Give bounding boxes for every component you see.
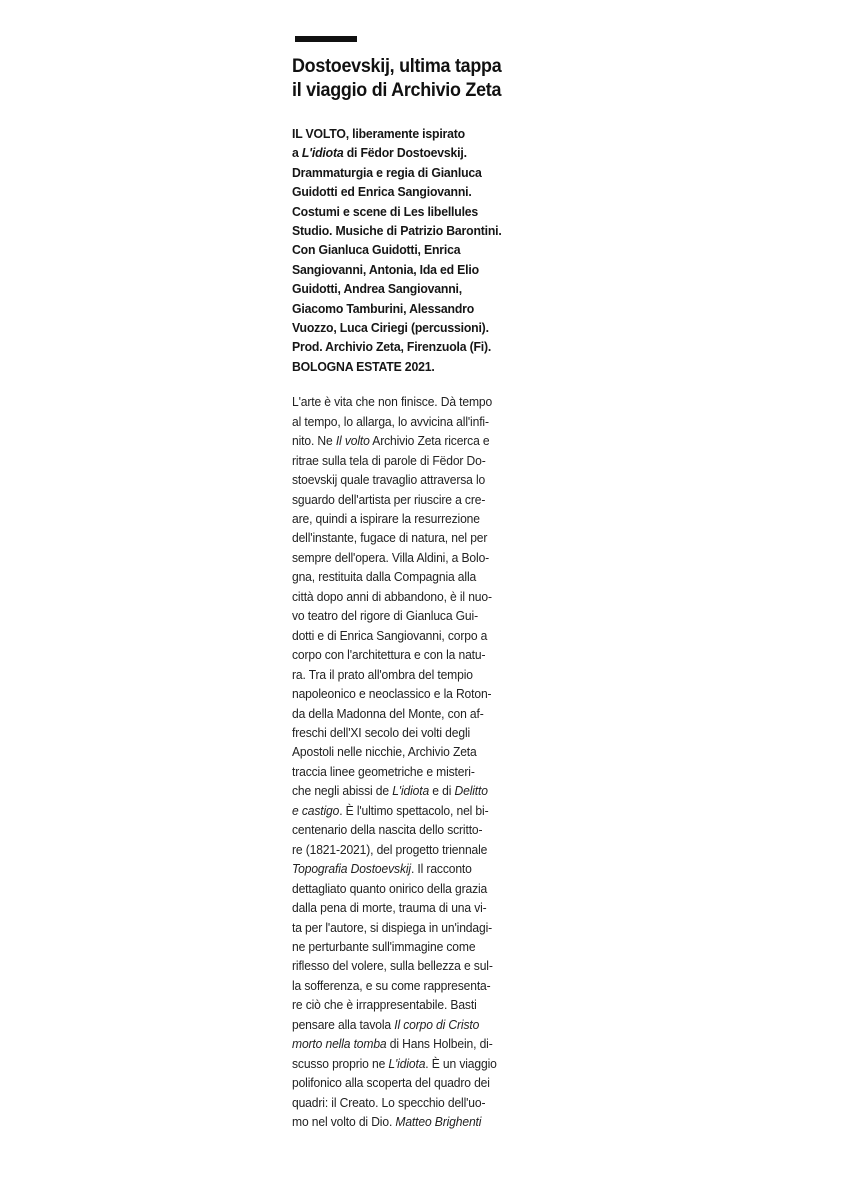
italic-text: Matteo Brighenti: [395, 1114, 482, 1130]
info-line: [292, 279, 562, 298]
body-line: [292, 937, 565, 956]
article-body: [292, 392, 565, 1131]
info-line: [292, 182, 562, 201]
body-line: [292, 490, 565, 509]
info-line: [292, 124, 562, 143]
text-run: Drammaturgia e regia di Gianluca: [292, 164, 482, 180]
body-line: [292, 451, 565, 470]
body-line: [292, 840, 565, 859]
text-run: gna, restituita dalla Compagnia alla: [292, 569, 477, 585]
body-line: [292, 684, 565, 703]
text-run: . Il racconto: [410, 861, 472, 877]
text-run: Sangiovanni, Antonia, Ida ed Elio: [292, 261, 479, 277]
text-run: scusso proprio ne: [292, 1055, 389, 1071]
text-run: al tempo, lo allarga, lo avvicina all'infi-: [292, 413, 489, 429]
info-line: [292, 221, 562, 240]
italic-text: Topografia Dostoevskij: [292, 861, 411, 877]
body-line: [292, 509, 565, 528]
text-run: Guidotti, Andrea Sangiovanni,: [292, 281, 462, 297]
text-run: Studio. Musiche di Patrizio Barontini.: [292, 223, 502, 239]
text-run: dettagliato quanto onirico della grazia: [292, 880, 488, 896]
body-line: [292, 1015, 565, 1034]
text-run: dotti e di Enrica Sangiovanni, corpo a: [292, 627, 488, 643]
text-run: traccia linee geometriche e misteri-: [292, 763, 475, 779]
text-run: la sofferenza, e su come rappresenta-: [292, 977, 491, 993]
body-line: [292, 567, 565, 586]
bold-text: IL VOLTO: [292, 126, 346, 141]
text-run: ta per l'autore, si dispiega in un'indagi-: [292, 919, 493, 935]
body-line: [292, 820, 565, 839]
info-line: [292, 337, 562, 356]
text-run: ne perturbante sull'immagine come: [292, 938, 476, 954]
body-line: [292, 898, 565, 917]
body-line: [292, 801, 565, 820]
headline-rule: [295, 36, 357, 42]
text-run: pensare alla tavola: [292, 1016, 395, 1032]
text-run: e di: [429, 783, 455, 799]
text-run: stoevskij quale travaglio attraversa lo: [292, 472, 486, 488]
body-line: [292, 606, 565, 625]
italic-text: L'idiota: [301, 145, 344, 161]
headline-line: il viaggio di Archivio Zeta: [292, 79, 502, 101]
text-run: riflesso del volere, sulla bellezza e sul-: [292, 958, 493, 974]
body-line: [292, 470, 565, 489]
text-run: ritrae sulla tela di parole di Fëdor Do-: [292, 452, 486, 468]
italic-text: Il volto: [335, 433, 370, 449]
text-run: . È un viaggio: [425, 1055, 497, 1071]
text-run: re (1821-2021), del progetto triennale: [292, 841, 488, 857]
text-run: quadri: il Creato. Lo specchio dell'uo-: [292, 1094, 486, 1110]
info-line: [292, 357, 562, 376]
production-info: [292, 124, 562, 376]
info-line: [292, 260, 562, 279]
body-line: [292, 587, 565, 606]
body-line: [292, 762, 565, 781]
text-run: napoleonico e neoclassico e la Roton-: [292, 686, 492, 702]
text-run: dell'instante, fugace di natura, nel per: [292, 530, 488, 546]
text-run: polifonico alla scoperta del quadro dei: [292, 1075, 490, 1091]
text-run: freschi dell'XI secolo dei volti degli: [292, 724, 471, 740]
body-line: [292, 879, 565, 898]
text-run: Vuozzo, Luca Ciriegi (percussioni).: [292, 320, 489, 336]
body-line: [292, 392, 565, 411]
text-run: Guidotti ed Enrica Sangiovanni.: [292, 184, 472, 200]
text-run: Apostoli nelle nicchie, Archivio Zeta: [292, 744, 477, 760]
text-run: mo nel volto di Dio.: [292, 1114, 396, 1130]
text-run: , liberamente ispirato: [345, 126, 465, 141]
article: [292, 36, 562, 1132]
body-line: [292, 781, 565, 800]
body-line: [292, 548, 565, 567]
text-run: BOLOGNA ESTATE 2021.: [292, 358, 435, 374]
info-line: [292, 318, 562, 337]
body-line: [292, 528, 565, 547]
text-run: Giacomo Tamburini, Alessandro: [292, 300, 475, 316]
text-run: di Hans Holbein, di-: [386, 1036, 493, 1052]
text-run: re ciò che è irrappresentabile. Basti: [292, 997, 477, 1013]
text-run: sguardo dell'artista per riuscire a cre-: [292, 491, 486, 507]
italic-text: morto nella tomba: [292, 1036, 387, 1052]
text-run: vo teatro del rigore di Gianluca Gui-: [292, 608, 478, 624]
headline-line: Dostoevskij, ultima tappa: [292, 55, 502, 77]
info-line: [292, 143, 562, 162]
text-run: che negli abissi de: [292, 783, 393, 799]
italic-text: L'idiota: [388, 1055, 426, 1071]
text-run: di Fëdor Dostoevskij.: [343, 145, 467, 161]
text-run: Costumi e scene di Les libellules: [292, 203, 479, 219]
text-run: nito. Ne: [292, 433, 336, 449]
body-line: [292, 431, 565, 450]
info-line: [292, 240, 562, 259]
text-run: a: [292, 145, 302, 161]
body-line: [292, 723, 565, 742]
body-line: [292, 665, 565, 684]
text-run: dalla pena di morte, trauma di una vi-: [292, 900, 487, 916]
text-run: L'arte è vita che non finisce. Dà tempo: [292, 394, 493, 410]
body-line: [292, 1054, 565, 1073]
body-line: [292, 704, 565, 723]
info-line: [292, 299, 562, 318]
text-run: da della Madonna del Monte, con af-: [292, 705, 484, 721]
body-line: [292, 1073, 565, 1092]
body-line: [292, 626, 565, 645]
headline: [292, 54, 559, 102]
body-line: [292, 742, 565, 761]
italic-text: Il corpo di Cristo: [394, 1016, 480, 1032]
body-line: [292, 1093, 565, 1112]
body-line: [292, 995, 565, 1014]
body-line: [292, 645, 565, 664]
body-line: [292, 1112, 565, 1131]
body-line: [292, 976, 565, 995]
text-run: città dopo anni di abbandono, è il nuo-: [292, 588, 492, 604]
italic-text: Delitto: [454, 783, 488, 799]
body-line: [292, 956, 565, 975]
text-run: ra. Tra il prato all'ombra del tempio: [292, 666, 473, 682]
italic-text: L'idiota: [392, 783, 430, 799]
text-run: . È l'ultimo spettacolo, nel bi-: [339, 802, 489, 818]
body-line: [292, 412, 565, 431]
body-line: [292, 1034, 565, 1053]
text-run: Prod. Archivio Zeta, Firenzuola (Fi).: [292, 339, 492, 355]
info-line: [292, 202, 562, 221]
text-run: Con Gianluca Guidotti, Enrica: [292, 242, 461, 258]
text-run: sempre dell'opera. Villa Aldini, a Bolo-: [292, 549, 490, 565]
text-run: corpo con l'architettura e con la natu-: [292, 647, 486, 663]
info-line: [292, 163, 562, 182]
italic-text: e castigo: [292, 802, 340, 818]
text-run: Archivio Zeta ricerca e: [369, 433, 490, 449]
text-run: centenario della nascita dello scritto-: [292, 822, 483, 838]
body-line: [292, 918, 565, 937]
text-run: are, quindi a ispirare la resurrezione: [292, 511, 480, 526]
body-line: [292, 859, 565, 878]
